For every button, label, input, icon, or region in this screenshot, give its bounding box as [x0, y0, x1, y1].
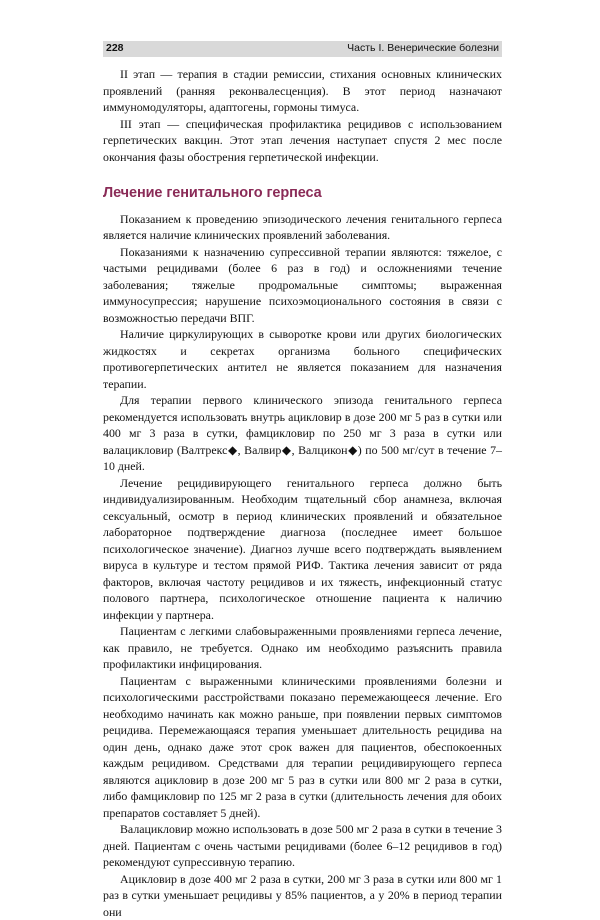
paragraph: Для терапии первого клинического эпизода генитального герпеса рекомендуется использовать внутрь ацикловир в дозе 200 мг 5 раз в сутки или 400 мг 3 раза в сутки, фамцикловир по 250 мг 3 раза в сутки или валацикловир (Валтрекс◆, Валвир◆, Валцикон◆) по 500 мг/сут в течение 7–10 дней.	[103, 392, 502, 475]
paragraph: Лечение рецидивирующего генитального герпеса должно быть индивидуализированным. Необходим тщательный сбор анамнеза, включая сексуальный, осмотр в период клинических проявлений и обязательное лабораторное подтверждение диагноза (последнее имеет большое психологическое значение). Диагноз лучше всего подтверждать выявлением вируса в культуре и тестом прямой РИФ. Тактика лечения зависит от ряда факторов, включая частоту рецидивов и их тяжесть, инфекционный статус полового партнера, психологическое отношение пациента к наличию инфекции у партнера.	[103, 475, 502, 624]
paragraph: Валацикловир можно использовать в дозе 500 мг 2 раза в сутки в течение 3 дней. Пациентам с очень частыми рецидивами (более 6–12 рецидивов в год) рекомендуют супрессивную терапию.	[103, 821, 502, 871]
section-title: Лечение генитального герпеса	[103, 185, 502, 202]
paragraph: Ацикловир в дозе 400 мг 2 раза в сутки, 200 мг 3 раза в сутки или 800 мг 1 раз в сутки уменьшает рецидивы у 85% пациентов, а у 20% в период терапии они	[103, 871, 502, 920]
running-header	[103, 41, 502, 57]
paragraph: III этап — специфическая профилактика рецидивов с использованием герпетических вакцин. Этот этап лечения наступает спустя 2 мес после окончания фазы обострения герпетической инфекции.	[103, 116, 502, 166]
page-body	[103, 66, 502, 920]
running-title: Часть I. Венерические болезни	[347, 42, 499, 54]
paragraph: Наличие циркулирующих в сыворотке крови или других биологических жидкостях и секретах организма больного специфических противогерпетических антител не является показанием для назначения терапии.	[103, 326, 502, 392]
paragraph: Показанием к проведению эпизодического лечения генитального герпеса является наличие клинических проявлений заболевания.	[103, 211, 502, 244]
paragraph: Пациентам с выраженными клиническими проявлениями болезни и психологическими расстройствами показано перемежающееся лечение. Его необходимо начинать как можно раньше, при появлении первых симптомов рецидива. Перемежающаяся терапия уменьшает длительность рецидива на один день, однако даже этот срок важен для пациентов, обеспокоенных каждым рецидивом. Средствами для терапии рецидивирующего герпеса являются ацикловир в дозе 200 мг 5 раз в сутки или 800 мг 2 раза в сутки, либо фамцикловир по 125 мг 2 раза в сутки (длительность лечения для обоих препаратов составляет 5 дней).	[103, 673, 502, 822]
page-number: 228	[106, 42, 124, 54]
paragraph: Показаниями к назначению супрессивной терапии являются: тяжелое, с частыми рецидивами (более 6 раз в год) и осложнениями течение заболевания; тяжелые продромальные симптомы; выраженная иммуносупрессия; нарушение психоэмоционального состояния в связи с возможностью передачи ВПГ.	[103, 244, 502, 327]
paragraph: Пациентам с легкими слабовыраженными проявлениями герпеса лечение, как правило, не требуется. Однако им необходимо разъяснить правила профилактики инфицирования.	[103, 623, 502, 673]
paragraph: II этап — терапия в стадии ремиссии, стихания основных клинических проявлений (ранняя реконвалесценция). В этот период назначают иммуномодуляторы, адаптогены, гормоны тимуса.	[103, 66, 502, 116]
